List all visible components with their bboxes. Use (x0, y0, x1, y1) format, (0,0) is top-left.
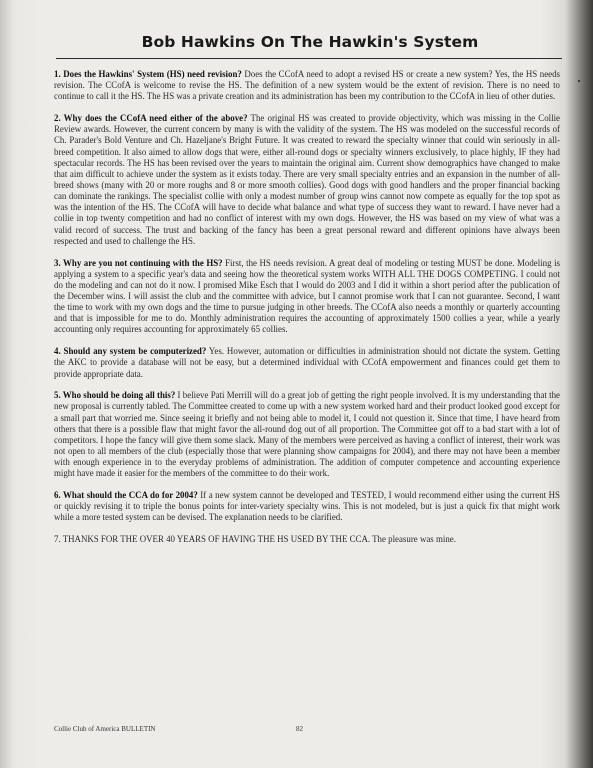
page-speck (578, 80, 580, 82)
question-5: 5. Who should be doing all this? (54, 390, 176, 401)
answer-3: First, the HS needs revision. A great deal of modeling or testing MUST be done. Modeling is applying a system to a specific year's data and seeing how the theoretical system works WITH ALL THE DOGS COMPETING. I could not do the modeling and can not do it now. I promised Mike Esch that I would do 2003 and I did it within a short period after the publication of the December wins. I will assist the club and the committee with advice, but I cannot promise work that I can not guarantee. Second, I want the time to work with my own dogs and the time to pursue judging in other breeds. The CCofA also needs a monthly or quarterly accounting and that is impossible for me to do. Monthly administration requires the accounting of approximately 1500 collies a year, while a yearly accounting only requires accounting for approximately 65 collies. (54, 257, 560, 335)
question-4: 4. Should any system be computerized? (54, 346, 207, 357)
question-3: 3. Why are you not continuing with the HS? (54, 257, 223, 268)
answer-6: If a new system cannot be developed and TESTED, I would recommend either using the current HS or quickly revising it to triple the bonus points for inter-variety specialty wins. This is not modeled, but is just a quick fix that might work while a more tested system can be devised. The explanation needs to be clarified. (54, 490, 560, 523)
article-body (54, 69, 560, 556)
answer-4: Yes. However, automation or difficulties in administration should not dictate the system. Getting the AKC to provide a database will not be easy, but a determined individual with CCofA empowerment and finances could get them to provide appropriate data. (54, 346, 560, 379)
paragraph-7 (54, 534, 560, 545)
footer-page-number: 82 (296, 725, 303, 733)
answer-7: 7. THANKS FOR THE OVER 40 YEARS OF HAVING THE HS USED BY THE CCA. The pleasure was mine. (54, 534, 456, 545)
footer-publication: Collie Club of America BULLETIN (54, 725, 156, 733)
article-title: Bob Hawkins On The Hawkin's System (141, 33, 479, 51)
question-1: 1. Does the Hawkins' System (HS) need revision? (54, 69, 242, 79)
paragraph-2 (54, 113, 560, 247)
answer-5: I believe Pati Merrill will do a great job of getting the right people involved. It is my understanding that the new proposal is currently tabled. The Committee created to come up with a new system worked hard and their product looked good except for a small part that worried me. Since seeing it briefly and not being able to model it, I could not question it. Since that time, I have heard from others that there is a possible flaw that might favor the all-round dog out of all proportion. The Committee got off to a bad start with a lot of competitors. I hope the fancy will give them some slack. Many of the members were perceived as having a conflict of interest, their work was not open to all members of the club (especially those that were planning show campaigns for 2004), and there may not have been a member with enough experience in to the everyday problems of administration. The addition of computer competence and accounting experience might have made it easier for the members of the committee to do their work. (54, 390, 560, 479)
paragraph-6 (54, 490, 560, 523)
paragraph-1 (54, 69, 560, 102)
answer-2: The original HS was created to provide objectivity, which was missing in the Collie Review awards. However, the current concern by many is with the validity of the system. The HS was modeled on the successful records of Ch. Parader's Bold Venture and Ch. Hazeljane's Bright Future. It was created to reward the specialty winner that could win seriously in all-breed competition. It also aimed to allow dogs that were, either all-round dogs or specialty winners exclusively, to place highly, IF they had spectacular records. The HS has been revised over the years to maintain the original aim. Current show demographics have changed to make that aim difficult to achieve under the system as it exists today. There are very small specialty entries and an expansion in the number of all-breed shows (many with 20 or more roughs and 8 or more smooth collies). Good dogs with good handlers and the proper financial backing can dominate the rankings. The specialist collie with only a modest number of group wins cannot now compete as equally for the top spot as was the intention of the HS. The CCofA will have to decide what balance and what type of success they want to reward. I have never had a collie in top twenty competition and had no conflict of interest with my own dogs. However, the HS was based on my view of what was a valid record of success. The trust and backing of the fancy has been a great personal reward and different opinions have always been respected and used to challenge the HS. (54, 113, 560, 246)
paragraph-3 (54, 258, 560, 336)
question-2: 2. Why does the CCofA need either of the above? (54, 113, 248, 124)
paragraph-4 (54, 346, 560, 379)
title-rule (56, 58, 562, 59)
paragraph-5 (54, 390, 560, 479)
question-6: 6. What should the CCA do for 2004? (54, 490, 198, 501)
answer-1: Does the CCofA need to adopt a revised HS or create a new system? Yes, the HS needs revision. The CCofA is welcome to revise the HS. The definition of a new system would be the extent of revision. There is no need to continue to call it the HS. The HS was a private creation and its administration has been my contribution to the CCofA in lieu of other duties. (54, 69, 560, 102)
